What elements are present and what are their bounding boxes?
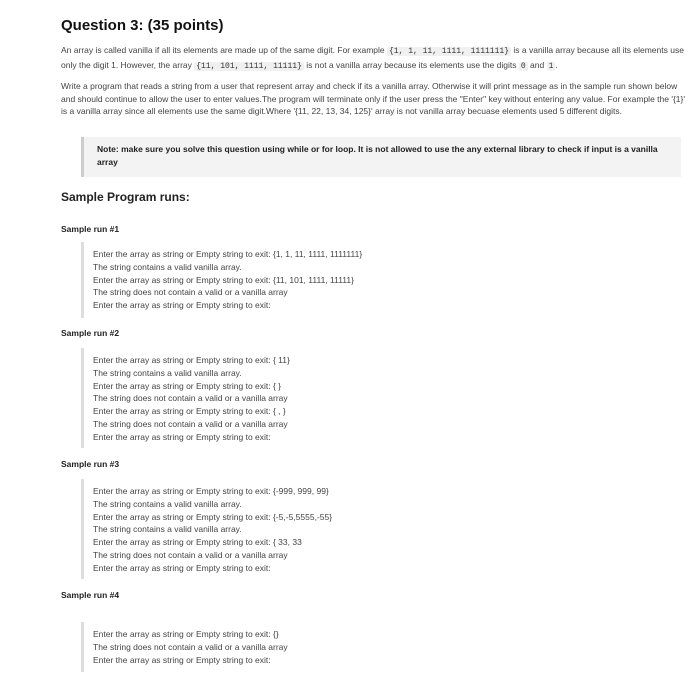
code-non-vanilla-example: {11, 101, 1111, 11111}	[196, 61, 302, 71]
sample-runs-heading: Sample Program runs:	[61, 190, 190, 204]
task-description: Write a program that reads a string from a user that represent array and check if its a vanilla array. Otherwise it will print message as in the sample run shown below and should continue to allow the user to enter values.The program will terminate only if the user press the "Enter" key without entering any value. For example the '{1}' is a vanilla array since all elements use the same digit.Where '{11, 22, 13, 34, 125}' array is not vanilla array becuase elements used 5 different digits.	[61, 81, 685, 116]
sample-run-1-output	[81, 242, 681, 318]
output-line: Enter the array as string or Empty string to exit: {-5,-5,5555,-55}	[93, 511, 333, 522]
sample-run-2-output	[81, 348, 681, 448]
intro-text-4: and	[527, 59, 547, 70]
sample-run-3-output	[81, 479, 681, 579]
output-line: Enter the array as string or Empty string to exit: {-999, 999, 99}	[93, 486, 329, 496]
note-text: Note: make sure you solve this question using while or for loop. It is not allowed to use the any external library to check if input is a vanilla array	[97, 144, 658, 167]
output-line: The string does not contain a valid or a vanilla array	[93, 287, 288, 298]
output-line: Enter the array as string or Empty string to exit:	[93, 300, 271, 311]
output-line: The string does not contain a valid or a vanilla array	[93, 641, 288, 652]
output-line: The string contains a valid vanilla array.	[93, 367, 242, 378]
output-line: Enter the array as string or Empty string to exit:	[93, 654, 271, 665]
sample-run-4-label: Sample run #4	[61, 590, 120, 600]
intro-text-5: .	[555, 59, 558, 70]
output-line: Enter the array as string or Empty string to exit: {1, 1, 11, 1111, 1111111}	[93, 249, 363, 259]
sample-run-3-label: Sample run #3	[61, 459, 120, 469]
sample-run-1-label: Sample run #1	[61, 224, 120, 234]
output-line: Enter the array as string or Empty string to exit: { }	[93, 380, 282, 391]
output-line: The string does not contain a valid or a vanilla array	[93, 549, 288, 560]
sample-run-2-label: Sample run #2	[61, 328, 120, 338]
question-title: Question 3: (35 points)	[61, 17, 224, 34]
output-line: Enter the array as string or Empty string to exit: { 33, 33	[93, 537, 302, 548]
intro-paragraph	[61, 44, 686, 73]
intro-text-2: is a vanilla array because all its elements use only the digit 1. However, the array	[61, 45, 684, 70]
code-vanilla-example: {1, 1, 11, 1111, 1111111}	[388, 47, 510, 56]
intro-text-3: is not a vanilla array because its elements use the digits	[303, 59, 519, 70]
intro-text-1: An array is called vanilla if all its elements are made up of the same digit. For example	[61, 45, 387, 55]
output-line: Enter the array as string or Empty string to exit: { 11}	[93, 355, 290, 365]
output-line: The string contains a valid vanilla array.	[93, 524, 242, 535]
output-line: Enter the array as string or Empty string to exit:	[93, 562, 271, 573]
output-line: Enter the array as string or Empty string to exit: { , }	[93, 406, 286, 417]
note-callout	[81, 137, 681, 177]
output-line: The string does not contain a valid or a vanilla array	[93, 393, 288, 404]
sample-run-4-output	[81, 622, 681, 672]
output-line: Enter the array as string or Empty string to exit: {}	[93, 629, 279, 639]
output-line: The string does not contain a valid or a vanilla array	[93, 418, 288, 429]
output-line: Enter the array as string or Empty string to exit:	[93, 431, 271, 442]
output-line: The string contains a valid vanilla array.	[93, 261, 242, 272]
code-digit-zero: 0	[520, 61, 526, 71]
output-line: The string contains a valid vanilla array.	[93, 498, 242, 509]
output-line: Enter the array as string or Empty string to exit: {11, 101, 1111, 11111}	[93, 274, 354, 285]
code-digit-one: 1	[548, 61, 554, 71]
